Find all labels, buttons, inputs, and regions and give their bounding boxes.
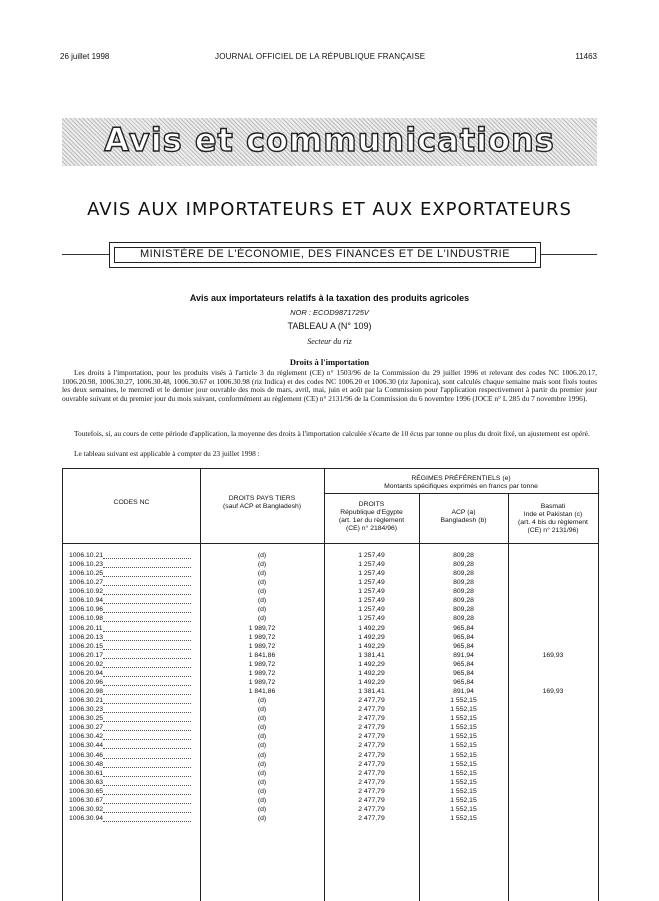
section-title: Droits à l'importation (289, 357, 370, 367)
acp-value: 1 552,15 (450, 787, 477, 795)
nc-code: 1006.30.48 (69, 760, 104, 768)
header-regimes-sub: Montants spécifiques exprimés en francs par tonne (384, 483, 538, 490)
sector-label: Secteur du riz (307, 337, 352, 346)
nc-code: 1006.30.44 (69, 742, 104, 750)
dot-leader (103, 640, 191, 641)
egypte-value: 2 477,79 (358, 724, 385, 732)
acp-value: 891,94 (453, 651, 474, 659)
table-divider (324, 493, 598, 494)
tariff-table (62, 468, 599, 901)
droits-pays-tiers-value: (d) (257, 815, 267, 823)
acp-value: 809,28 (453, 561, 474, 569)
droits-pays-tiers-value: 1 989,72 (248, 678, 276, 686)
egypte-value: 1 257,49 (358, 552, 385, 559)
header-basmati-line: (CE) n° 2131/96) (527, 527, 579, 534)
dot-leader (103, 821, 191, 822)
notice-nor: NOR : ECOD9871725V (290, 308, 369, 317)
header-egypte-line: DROITS (358, 501, 385, 508)
acp-value: 1 552,15 (450, 733, 477, 741)
dot-leader (103, 739, 191, 740)
acp-value: 1 552,15 (450, 805, 477, 813)
dot-leader (103, 576, 191, 577)
acp-value: 1 552,15 (450, 760, 477, 768)
nc-code: 1006.20.94 (69, 669, 104, 677)
header-droits-sub: (sauf ACP et Bangladesh) (222, 503, 302, 510)
dot-leader (103, 712, 191, 713)
dot-leader (103, 631, 191, 632)
dot-leader (103, 703, 191, 704)
nc-code: 1006.20.11 (69, 624, 103, 632)
table-divider (63, 543, 598, 544)
dot-leader (103, 667, 191, 668)
acp-value: 809,28 (453, 579, 474, 587)
egypte-value: 1 492,29 (358, 624, 385, 632)
notice-title: Avis aux importateurs relatifs à la taxation des produits agricoles (189, 293, 470, 303)
dot-leader (103, 612, 191, 613)
header-acp (419, 509, 508, 525)
droits-pays-tiers-value: (d) (257, 805, 267, 813)
header-basmati-line: Basmati (540, 503, 566, 510)
acp-value: 809,28 (453, 597, 474, 605)
nc-code: 1006.30.94 (69, 815, 104, 823)
acp-value: 965,84 (453, 669, 474, 677)
nc-code: 1006.30.23 (69, 706, 104, 714)
dot-leader (103, 658, 191, 659)
header-page-number: 11463 (575, 52, 597, 61)
acp-value: 809,28 (453, 588, 474, 596)
egypte-value: 2 477,79 (358, 697, 385, 705)
dot-leader (103, 558, 191, 559)
acp-value: 1 552,15 (450, 796, 477, 804)
nc-code: 1006.20.96 (69, 678, 104, 686)
dot-leader (103, 721, 191, 722)
nc-code: 1006.20.13 (69, 633, 104, 641)
droits-pays-tiers-value: (d) (257, 597, 267, 605)
egypte-value: 2 477,79 (358, 815, 385, 823)
header-basmati (508, 503, 598, 535)
droits-pays-tiers-value: (d) (257, 579, 267, 587)
egypte-value: 2 477,79 (358, 706, 385, 714)
nc-code: 1006.10.23 (69, 561, 104, 569)
droits-pays-tiers-value: 1 989,72 (248, 660, 276, 668)
nc-code: 1006.30.61 (69, 769, 104, 777)
header-egypte-line: (art. 1er du règlement (338, 517, 405, 524)
nc-code: 1006.30.65 (69, 787, 104, 795)
acp-value: 1 552,15 (450, 778, 477, 786)
egypte-value: 1 492,29 (358, 642, 385, 650)
ministry-rule-left (62, 254, 109, 255)
acp-value: 809,28 (453, 570, 474, 578)
egypte-value: 1 492,29 (358, 633, 385, 641)
nc-code: 1006.30.27 (69, 724, 104, 732)
dot-leader (103, 585, 191, 586)
acp-value: 1 552,15 (450, 751, 477, 759)
egypte-value: 1 381,41 (358, 651, 385, 659)
acp-value: 1 552,15 (450, 697, 477, 705)
dot-leader (103, 776, 191, 777)
nc-code: 1006.30.92 (69, 805, 104, 813)
paragraph: Toutefois, si, au cours de cette période d'application, la moyenne des droits à l'importation calculée s'écarte de 10 écus par tonne ou plus du droit fixé, un ajustement est opéré. (74, 429, 590, 438)
egypte-value: 2 477,79 (358, 787, 385, 795)
droits-pays-tiers-value: (d) (257, 570, 267, 578)
acp-value: 965,84 (453, 678, 474, 686)
droits-pays-tiers-value: (d) (257, 796, 267, 804)
acp-value: 891,94 (453, 688, 474, 696)
egypte-value: 2 477,79 (358, 760, 385, 768)
header-regimes (324, 475, 598, 491)
dot-leader (103, 748, 191, 749)
egypte-value: 1 257,49 (358, 588, 385, 596)
dot-leader (103, 812, 191, 813)
nc-code: 1006.30.63 (69, 778, 104, 786)
header-droits-pays-tiers (200, 495, 324, 511)
header-journal-title: JOURNAL OFFICIEL DE LA RÉPUBLIQUE FRANÇAISE (215, 52, 426, 61)
acp-value: 1 552,15 (450, 724, 477, 732)
nc-code: 1006.10.98 (69, 615, 104, 623)
egypte-value: 1 492,29 (358, 669, 385, 677)
nc-code: 1006.30.67 (69, 796, 104, 804)
table-row (63, 814, 598, 824)
egypte-value: 2 477,79 (358, 715, 385, 723)
droits-pays-tiers-value: (d) (257, 697, 267, 705)
page-header (0, 52, 659, 64)
egypte-value: 2 477,79 (358, 796, 385, 804)
dot-leader (103, 694, 191, 695)
nc-code: 1006.10.21 (69, 552, 104, 559)
dot-leader (103, 567, 191, 568)
egypte-value: 1 492,29 (358, 660, 385, 668)
header-droits-label: DROITS PAYS TIERS (228, 495, 296, 502)
header-codes-nc: CODES NC (113, 499, 150, 506)
acp-value: 1 552,15 (450, 815, 477, 823)
dot-leader (103, 649, 191, 650)
dot-leader (103, 621, 191, 622)
droits-pays-tiers-value: (d) (257, 561, 267, 569)
header-egypte-line: République d'Egypte (340, 509, 403, 516)
droits-pays-tiers-value: 1 841,86 (248, 688, 276, 696)
droits-pays-tiers-value: (d) (257, 724, 267, 732)
ministry-name: MINISTÈRE DE L'ÉCONOMIE, DES FINANCES ET DE L'INDUSTRIE (139, 248, 511, 260)
dot-leader (103, 594, 191, 595)
dot-leader (103, 730, 191, 731)
ministry-box (109, 242, 541, 268)
egypte-value: 1 257,49 (358, 606, 385, 614)
egypte-value: 2 477,79 (358, 751, 385, 759)
nc-code: 1006.30.46 (69, 751, 104, 759)
egypte-value: 1 381,41 (358, 688, 385, 696)
header-basmati-line: (art. 4 bis du règlement (518, 519, 588, 526)
banner-title: Avis et communications (104, 121, 555, 159)
paragraph: Le tableau suivant est applicable à compter du 23 juillet 1998 : (74, 449, 260, 458)
nc-code: 1006.20.17 (69, 651, 104, 659)
droits-pays-tiers-value: (d) (257, 615, 267, 623)
egypte-value: 2 477,79 (358, 733, 385, 741)
acp-value: 965,84 (453, 633, 474, 641)
droits-pays-tiers-value: (d) (257, 706, 267, 714)
nc-code: 1006.10.96 (69, 606, 104, 614)
nc-code: 1006.30.25 (69, 715, 104, 723)
header-acp-line: Bangladesh (b) (440, 517, 487, 524)
egypte-value: 1 257,49 (358, 579, 385, 587)
egypte-value: 1 492,29 (358, 678, 385, 686)
egypte-value: 1 257,49 (358, 615, 385, 623)
egypte-value: 1 257,49 (358, 597, 385, 605)
acp-value: 965,84 (453, 660, 474, 668)
header-egypte-line: (CE) n° 2184/96) (345, 525, 398, 532)
egypte-value: 2 477,79 (358, 778, 385, 786)
droits-pays-tiers-value: (d) (257, 606, 267, 614)
header-egypte (324, 501, 419, 533)
nc-code: 1006.10.25 (69, 570, 104, 578)
header-basmati-line: Inde et Pakistan (c) (523, 511, 583, 518)
droits-pays-tiers-value: (d) (257, 733, 267, 741)
dot-leader (103, 767, 191, 768)
acp-value: 809,28 (453, 606, 474, 614)
droits-pays-tiers-value: 1 989,72 (248, 669, 276, 677)
droits-pays-tiers-value: 1 989,72 (248, 633, 276, 641)
acp-value: 1 552,15 (450, 715, 477, 723)
droits-pays-tiers-value: (d) (257, 760, 267, 768)
egypte-value: 1 257,49 (358, 561, 385, 569)
acp-value: 1 552,15 (450, 706, 477, 714)
acp-value: 1 552,15 (450, 742, 477, 750)
droits-pays-tiers-value: 1 989,72 (248, 642, 276, 650)
header-regimes-label: RÉGIMES PRÉFÉRENTIELS (e) (411, 475, 511, 482)
droits-pays-tiers-value: (d) (257, 751, 267, 759)
droits-pays-tiers-value: (d) (257, 769, 267, 777)
ministry-rule-right (540, 254, 597, 255)
egypte-value: 2 477,79 (358, 769, 385, 777)
egypte-value: 2 477,79 (358, 805, 385, 813)
nc-code: 1006.20.92 (69, 660, 104, 668)
paragraph: Les droits à l'importation, pour les produits visés à l'article 3 du règlement (CE) n° 1503/96 de la Commission du 29 juillet 1996 et relevant des codes NC 1006.20.17, 1006.20.98, 1006.30.27, 1006.30.48, 1006.30.67 et 1006.30.98 (riz Indica) et des codes NC 1006.20 et 1006.30 (riz Japonica), sont calculés chaque semaine mais sont fixés toutes les deux semaines, le mercredi et le dernier jour ouvrable des mois de mars, avril, mai, juin et août par la Commission pour l'application respectivement à partir du premier jour ouvrable suivant et du premier jour du mois suivant, conformément au règlement (CE) n° 2131/96 de la Commission du 6 novembre 1996 (JOCE n° L 285 du 7 novembre 1996). (62, 368, 597, 403)
acp-value: 965,84 (453, 642, 474, 650)
droits-pays-tiers-value: (d) (257, 778, 267, 786)
dot-leader (103, 685, 191, 686)
dot-leader (103, 676, 191, 677)
acp-value: 1 552,15 (450, 769, 477, 777)
acp-value: 809,28 (453, 615, 474, 623)
droits-pays-tiers-value: 1 841,86 (248, 651, 276, 659)
main-heading: AVIS AUX IMPORTATEURS ET AUX EXPORTATEURS (87, 199, 572, 220)
nc-code: 1006.10.92 (69, 588, 104, 596)
acp-value: 965,84 (453, 624, 474, 632)
dot-leader (103, 758, 191, 759)
dot-leader (103, 785, 191, 786)
nc-code: 1006.10.94 (69, 597, 104, 605)
droits-pays-tiers-value: (d) (257, 588, 267, 596)
dot-leader (103, 794, 191, 795)
droits-pays-tiers-value: (d) (257, 787, 267, 795)
basmati-value: 169,93 (542, 688, 564, 696)
acp-value: 809,28 (453, 552, 474, 559)
egypte-value: 2 477,79 (358, 742, 385, 750)
nc-code: 1006.30.21 (69, 697, 104, 705)
droits-pays-tiers-value: 1 989,72 (248, 624, 276, 632)
section-banner (62, 118, 597, 166)
header-date: 26 juillet 1998 (60, 52, 110, 61)
nc-code: 1006.20.98 (69, 688, 104, 696)
table-title: TABLEAU A (N° 109) (287, 321, 372, 331)
nc-code: 1006.10.27 (69, 579, 104, 587)
egypte-value: 1 257,49 (358, 570, 385, 578)
dot-leader (103, 803, 191, 804)
dot-leader (103, 603, 191, 604)
droits-pays-tiers-value: (d) (257, 715, 267, 723)
droits-pays-tiers-value: (d) (257, 742, 267, 750)
header-acp-line: ACP (a) (451, 509, 476, 516)
nc-code: 1006.30.42 (69, 733, 104, 741)
droits-pays-tiers-value: (d) (257, 552, 267, 559)
nc-code: 1006.20.15 (69, 642, 104, 650)
basmati-value: 169,93 (542, 651, 564, 659)
